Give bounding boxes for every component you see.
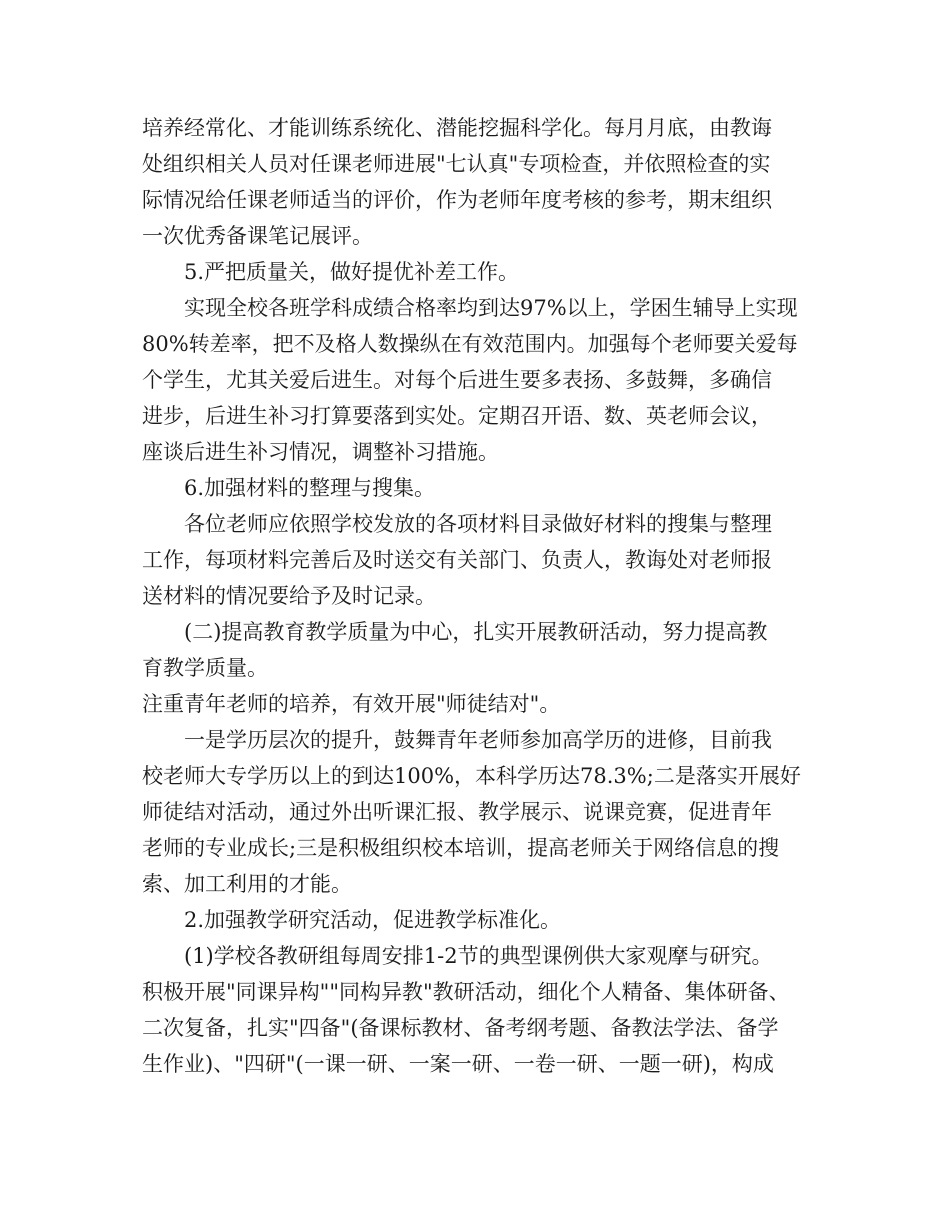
text-line: 工作，每项材料完善后及时送交有关部门、负责人，教诲处对老师报 bbox=[142, 548, 772, 572]
text-line: 注重青年老师的培养，有效开展"师徒结对"。 bbox=[142, 692, 561, 716]
text-line: 师徒结对活动，通过外出听课汇报、教学展示、说课竞赛，促进青年 bbox=[142, 800, 772, 824]
text-line: 索、加工利用的才能。 bbox=[142, 872, 352, 896]
text-line: 育教学质量。 bbox=[142, 656, 268, 680]
section-heading: 5.严把质量关，做好提优补差工作。 bbox=[184, 260, 520, 284]
text-line: 个学生，尤其关爱后进生。对每个后进生要多表扬、多鼓舞，多确信 bbox=[142, 368, 772, 392]
text-line: 积极开展"同课异构""同构异教"教研活动，细化个人精备、集体研备、 bbox=[142, 980, 790, 1004]
section-heading: 2.加强教学研究活动，促进教学标准化。 bbox=[184, 908, 562, 932]
text-line: 一是学历层次的提升，鼓舞青年老师参加高学历的进修，目前我 bbox=[184, 728, 772, 752]
text-line: 培养经常化、才能训练系统化、潜能挖掘科学化。每月月底，由教诲 bbox=[142, 116, 772, 140]
text-line: 际情况给任课老师适当的评价，作为老师年度考核的参考，期末组织 bbox=[142, 188, 772, 212]
text-line: 实现全校各班学科成绩合格率均到达97%以上，学困生辅导上实现 bbox=[184, 296, 798, 320]
text-line: 老师的专业成长;三是积极组织校本培训，提高老师关于网络信息的搜 bbox=[142, 836, 780, 860]
text-line: 进步，后进生补习打算要落到实处。定期召开语、数、英老师会议， bbox=[142, 404, 772, 428]
text-line: 一次优秀备课笔记展评。 bbox=[142, 224, 373, 248]
text-line: 校老师大专学历以上的到达100%，本科学历达78.3%;二是落实开展好 bbox=[142, 764, 801, 788]
section-heading: (二)提高教育教学质量为中心，扎实开展教研活动，努力提高教 bbox=[184, 620, 768, 644]
text-line: 处组织相关人员对任课老师进展"七认真"专项检查，并依照检查的实 bbox=[142, 152, 771, 176]
text-line: 二次复备，扎实"四备"(备课标教材、备考纲考题、备教法学法、备学 bbox=[142, 1016, 779, 1040]
text-line: 生作业)、"四研"(一课一研、一案一研、一卷一研、一题一研)，构成 bbox=[142, 1052, 774, 1076]
text-line: 座谈后进生补习情况，调整补习措施。 bbox=[142, 440, 499, 464]
text-line: 送材料的情况要给予及时记录。 bbox=[142, 584, 436, 608]
text-line: 各位老师应依照学校发放的各项材料目录做好材料的搜集与整理 bbox=[184, 512, 772, 536]
section-heading: 6.加强材料的整理与搜集。 bbox=[184, 476, 436, 500]
text-line: (1)学校各教研组每周安排1-2节的典型课例供大家观摩与研究。 bbox=[184, 944, 773, 968]
text-line: 80%转差率，把不及格人数操纵在有效范围内。加强每个老师要关爱每 bbox=[142, 332, 798, 356]
